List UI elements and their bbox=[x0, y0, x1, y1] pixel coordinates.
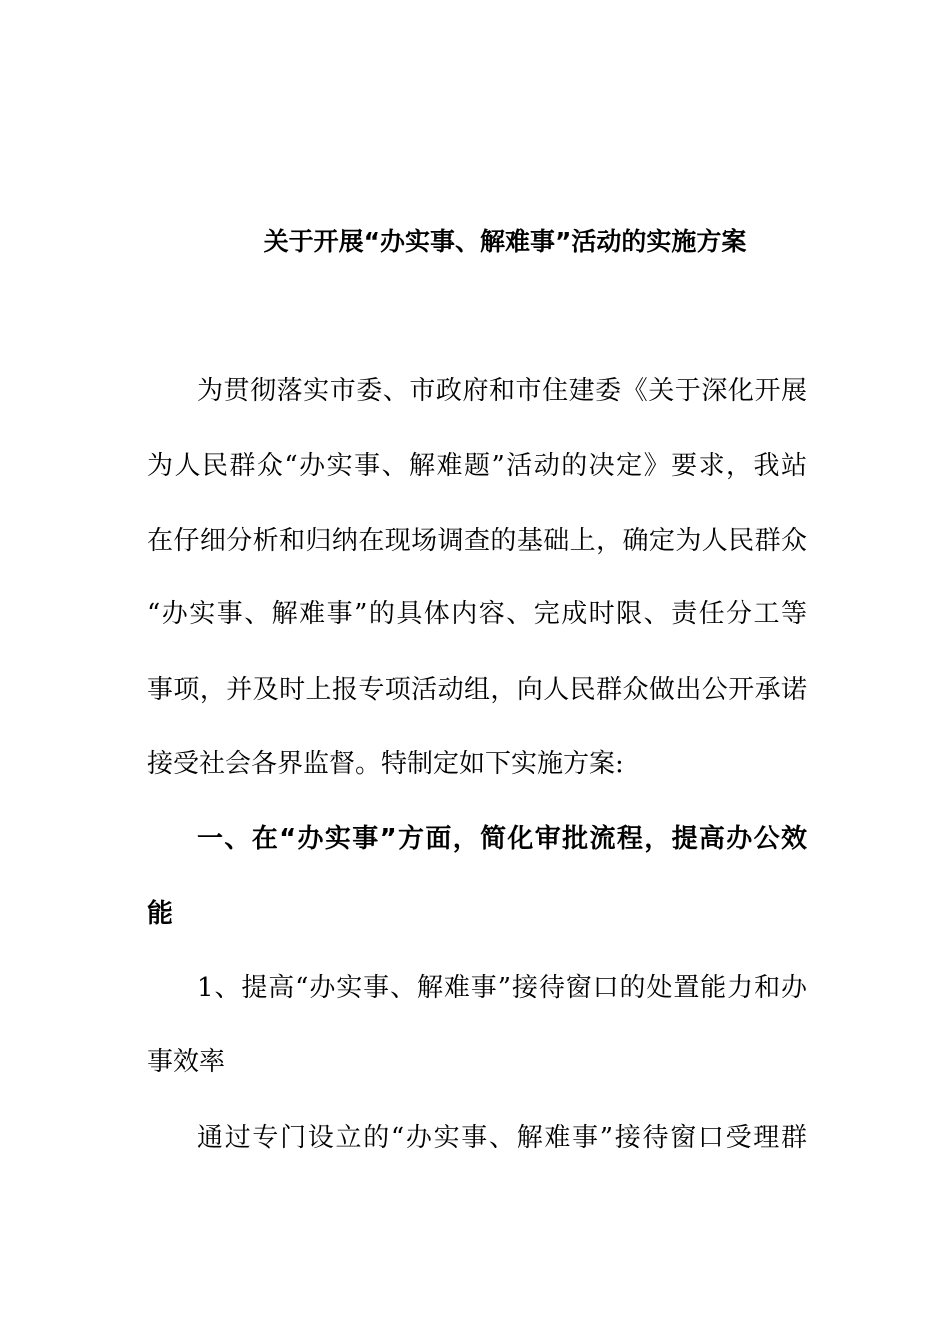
document-title: 关于开展“办实事、解难事”活动的实施方案 bbox=[263, 227, 747, 256]
section-heading-line: 一、在“办实事”方面，简化审批流程，提高办公效 bbox=[197, 824, 807, 854]
paragraph-line: 事项，并及时上报专项活动组，向人民群众做出公开承诺 bbox=[147, 675, 807, 705]
paragraph-line: 通过专门设立的“办实事、解难事”接待窗口受理群 bbox=[197, 1123, 807, 1153]
paragraph-line: 为人民群众“办实事、解难题”活动的决定》要求，我站 bbox=[147, 451, 807, 481]
subheading-line: 1、提高“办实事、解难事”接待窗口的处置能力和办 bbox=[197, 973, 807, 1003]
paragraph-line: 接受社会各界监督。特制定如下实施方案: bbox=[147, 749, 624, 779]
paragraph-line: “办实事、解难事”的具体内容、完成时限、责任分工等 bbox=[147, 599, 807, 629]
section-heading-line: 能 bbox=[147, 899, 174, 929]
paragraph-line: 在仔细分析和归纳在现场调查的基础上，确定为人民群众 bbox=[147, 526, 807, 556]
subheading-line: 事效率 bbox=[147, 1047, 226, 1077]
paragraph-line: 为贯彻落实市委、市政府和市住建委《关于深化开展 bbox=[197, 376, 807, 406]
